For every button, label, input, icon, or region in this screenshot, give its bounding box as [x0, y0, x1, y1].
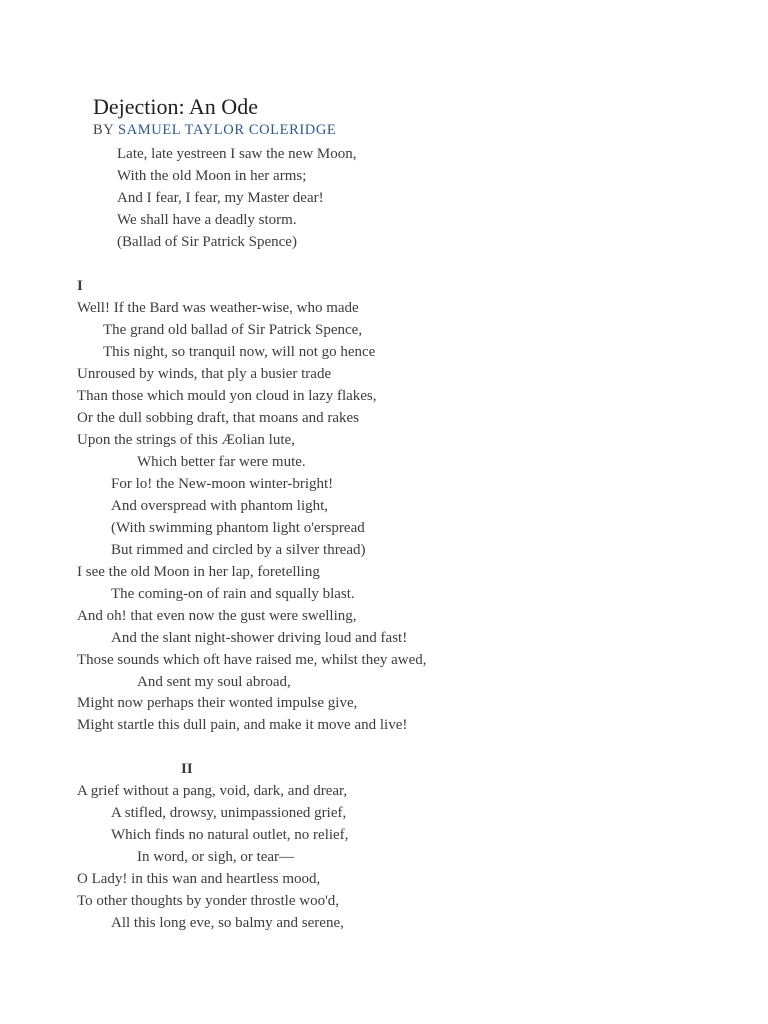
poem-line: And sent my soul abroad, [137, 674, 291, 690]
poem-line: Well! If the Bard was weather-wise, who made [77, 300, 359, 316]
poem-line: And the slant night-shower driving loud and fast! [111, 630, 408, 646]
poem-line: The grand old ballad of Sir Patrick Spence, [103, 322, 363, 338]
poem-title: Dejection: An Ode [93, 94, 258, 119]
epigraph-line: And I fear, I fear, my Master dear! [117, 190, 324, 206]
poem-line: Unroused by winds, that ply a busier trade [77, 366, 332, 382]
poem-line: Might startle this dull pain, and make it move and live! [77, 717, 408, 733]
poem-line: In word, or sigh, or tear— [137, 849, 295, 865]
poem-line: And overspread with phantom light, [111, 498, 329, 514]
poem-line: For lo! the New-moon winter-bright! [111, 476, 334, 492]
poem-line: Which finds no natural outlet, no relief, [111, 827, 349, 843]
poem-line: And oh! that even now the gust were swelling, [77, 608, 357, 624]
poem-line: But rimmed and circled by a silver thread) [111, 542, 366, 558]
poem-line: This night, so tranquil now, will not go hence [103, 344, 376, 360]
by-label: BY [93, 122, 114, 138]
section-heading: II [181, 761, 193, 777]
poem-line: I see the old Moon in her lap, foretelling [77, 564, 320, 580]
poem-line: A grief without a pang, void, dark, and drear, [77, 783, 348, 799]
author-link[interactable]: SAMUEL TAYLOR COLERIDGE [118, 122, 337, 138]
poem-line: Or the dull sobbing draft, that moans and rakes [77, 410, 360, 426]
poem-line: Than those which mould yon cloud in lazy flakes, [77, 388, 377, 404]
poem-line: All this long eve, so balmy and serene, [111, 915, 344, 931]
poem-line: Those sounds which oft have raised me, whilst they awed, [77, 652, 427, 668]
poem-line: The coming-on of rain and squally blast. [111, 586, 355, 602]
epigraph-line: We shall have a deadly storm. [117, 212, 297, 228]
epigraph-line: With the old Moon in her arms; [117, 168, 307, 184]
byline [93, 122, 336, 139]
epigraph-source: (Ballad of Sir Patrick Spence) [117, 234, 297, 250]
poem-line: Might now perhaps their wonted impulse give, [77, 695, 358, 711]
poem-line: O Lady! in this wan and heartless mood, [77, 871, 321, 887]
poem-line: Which better far were mute. [137, 454, 306, 470]
poem-line: A stifled, drowsy, unimpassioned grief, [111, 805, 347, 821]
poem-line: Upon the strings of this Æolian lute, [77, 432, 295, 448]
epigraph-line: Late, late yestreen I saw the new Moon, [117, 146, 357, 162]
poem-line: (With swimming phantom light o'erspread [111, 520, 365, 536]
section-heading: I [77, 278, 83, 294]
poem-line: To other thoughts by yonder throstle woo'd, [77, 893, 340, 909]
